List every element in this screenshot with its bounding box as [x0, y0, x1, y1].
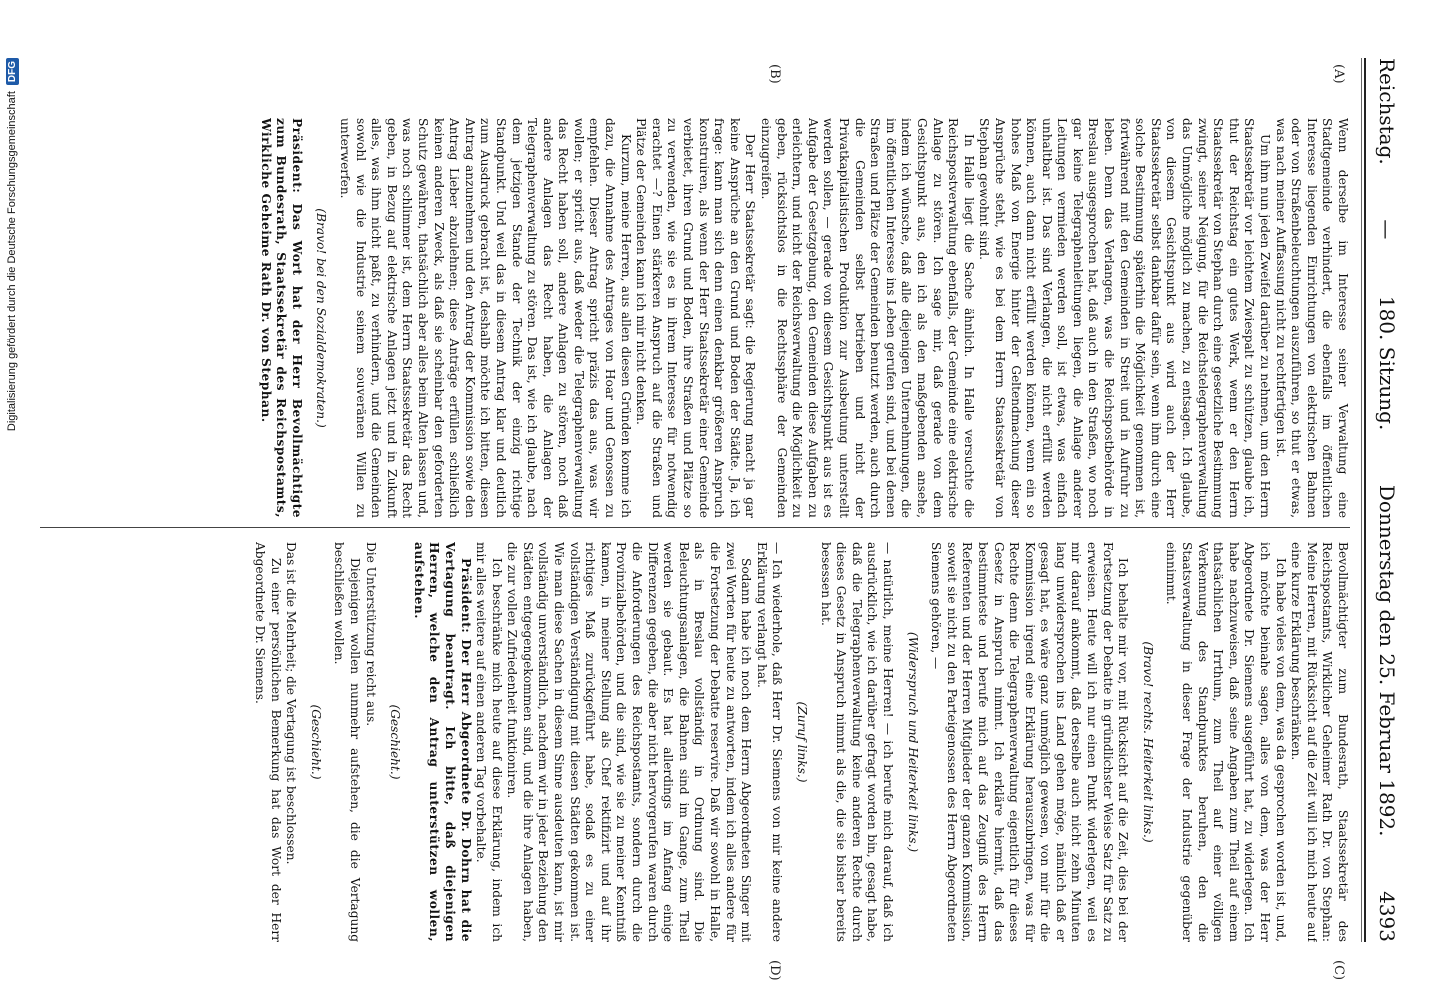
- speaker-paragraph: Präsident: Der Herr Abgeordnete Dr. Dohrn hat die Vertagung beantragt. Ich bitte, daß diejenigen Herren, welche den Antrag unterstützen wollen, aufstehen.: [411, 542, 473, 942]
- column-divider: [40, 527, 1350, 528]
- digitization-credit: [0, 58, 24, 942]
- paragraph: Um ihm nun jeden Zweifel darüber zu nehmen, um den Herrn Staatssekretär vor leichtem Zwiespalt zu schützen, glaube ich, thut der Reichstag ein gutes Werk, wenn er den Herrn Staatssekretär von Stephan durch eine gesetzliche Bestimmung zwingt, seiner Neigung, für die Reichstelegraphenverwaltung das Unmögliche möglich zu machen, zu entsagen. Ich glaube, von diesem Gesichtspunkt aus wird auch der Herr Staatssekretär selbst dankbar dafür sein, wenn ihm durch eine solche Bestimmung späterhin die Möglichkeit genommen ist, fortwährend mit den Gemeinden in Streit und in Aufruhr zu leben. Denn das Verlangen, was die Reichspostbehörde in Breslau ausgesprochen hat, daß auch in den Straßen, wo noch gar keine Telegraphenleitungen liegen, die Anlage anderer Leitungen vermieden werden soll, ist etwas, was einfach unhaltbar ist. Das sind Verlangen, die nicht erfüllt werden können, auch dann nicht erfüllt werden können, wenn ein so hohes Maß von Energie hinter der Geltendmachung dieser Ansprüche steht, wie es bei dem Herrn Staatssekretär von Stephan gewohnt sind.: [977, 118, 1273, 518]
- speaker-paragraph: Bevollmächtigter zum Bundesrath, Staatssekretär des Reichspostamts, Wirklicher Geheimer Rath Dr. von Stephan: Meine Herren, mit Rücksicht auf die Zeit will ich mich heute auf eine kurze Erklärung beschränken.: [1289, 542, 1350, 942]
- paragraph: Ich beschränke mich heute auf diese Erklärung, indem ich mir alles weitere auf einen anderen Tag vorbehalte.: [474, 542, 504, 942]
- margin-mark-d: (D): [767, 960, 782, 981]
- paragraph: Sodann habe ich noch dem Herrn Abgeordneten Singer mit zwei Worten für heute zu antworten, indem ich alles andere für die Fortsetzung der Debatte reservire. Daß wir sowohl in Halle, als in Breslau vollständig in Ordnung sind. Die Beleuchtungsanlagen, die Bahnen sind im Gange, zum Theil werden sie gebaut. Es hat allerdings im Anfang einige Differenzen gegeben, die aber nicht hervorgerufen waren durch die Anforderungen des Reichspostamts, sondern durch die Provinzialbehörden, und die sind, wie sie zu meiner Kenntniß kamen, in meiner Stellung als Chef rektifizirt und auf ihr richtiges Maß zurückgeführt habe, sodaß es zu einer vollständigen Verständigung mit diesen Städten gekommen ist. Wie man diese Sachen in diesem Sinne ausdeuten kann, ist mir vollständig unverständlich, nachdem wir in jeder Beziehung den Städten entgegengekommen sind, und die ihre Anlagen haben, die zur vollen Zufriedenheit funktioniren.: [505, 542, 754, 942]
- page-number: 4393: [1375, 891, 1399, 942]
- interjection: (Zuruf links.): [795, 701, 809, 783]
- dfg-logo: DFG: [6, 58, 19, 85]
- paragraph: Ich habe vieles von dem, was da gesprochen worden ist, und, ich möchte beinahe sagen, alles von dem, was der Herr Abgeordnete Dr. Siemens ausgeführt hat, zu widerlegen. Ich habe nachzuweisen, daß seine Angaben zum Theil auf einem thatsächlichen Irrthum, zum Theil auf einer völligen Verkennung des Standpunktes beruhen, den die Staatsverwaltung in dieser Frage der Industrie gegenüber einnimmt.: [1164, 542, 1288, 942]
- header-left: Reichstag.: [1375, 58, 1399, 165]
- header-rule-thin: [1361, 58, 1362, 942]
- paragraph: Zu einer persönlichen Bemerkung hat das Wort der Herr Abgeordnete Dr. Siemens.: [253, 542, 283, 942]
- margin-mark-c: (C): [1331, 960, 1346, 981]
- speaker-paragraph: Präsident: Das Wort hat der Herr Bevollmächtigte zum Bundesrath, Staatssekretär des Reichspostamts, Wirkliche Geheime Rath Dr. von Stephan.: [258, 118, 304, 518]
- interjection: (Bravo! rechts. Heiterkeit links.): [1140, 641, 1155, 843]
- paragraph: Die Unterstützung reicht aus.: [363, 542, 378, 727]
- credit-text: Digitalisierung gefördert durch die Deutsche Forschungsgemeinschaft: [6, 91, 18, 432]
- header-separator: —: [1375, 219, 1399, 242]
- margin-mark-a: (A): [1331, 64, 1346, 84]
- paragraph: Wenn derselbe im Interesse seiner Verwaltung eine Stadtgemeinde verhindert, die ebenfalls im öffentlichen Interesse liegenden Einrichtungen von elektrischen Bahnen oder von Straßenbeleuchtungen auszuführen, so thut er etwas, was nach meiner Auffassung nicht zu rechtfertigen ist.: [1273, 118, 1350, 518]
- header-date: Donnerstag den 25. Februar 1892.: [1375, 484, 1399, 837]
- page-header: [1372, 58, 1402, 942]
- left-column: [40, 118, 1350, 518]
- paragraph: — natürlich, meine Herren! — ich berufe mich darauf, daß ich ausdrücklich, wie ich darüber gefragt worden bin, gesagt habe, daß die Telegraphenverwaltung keine anderen Rechte durch dieses Gesetz in Anspruch nimmt als die, die sie bisher bereits besessen hat.: [818, 542, 895, 942]
- paragraph: — Ich wiederhole, daß Herr Dr. Siemens von mir keine andere Erklärung verlangt hat.: [754, 542, 785, 942]
- paragraph: In Halle liegt die Sache ähnlich. In Halle versuchte die Reichspostverwaltung ebenfalls, der Gemeinde eine elektrische Anlage zu stören. Ich sage mir, daß gerade von dem Gesichtspunkt aus, den ich als den maßgebenden ansehe, indem ich wünsche, daß alle diejenigen Unternehmungen, die im öffentlichen Interesse ins Leben gerufen sind, und bei denen Straßen und Plätze der Gemeinden benutzt werden, auch durch die Gemeinden selbst betrieben und nicht der Privatkapitalistischen Produktion zur Ausbeutung unterstellt werden sollen, — gerade von diesem Gesichtspunkt aus ist es Aufgabe der Gesetzgebung, den Gemeinden diese Aufgaben zu erleichtern, und nicht der Reichsverwaltung die Möglichkeit zu geben, rücksichtslos in die Rechtssphäre der Gemeinden einzugreifen.: [759, 118, 976, 518]
- paragraph: Kurzum, meine Herren, aus allen diesen Gründen komme ich dazu, die Annahme des Antrages von Hoar und Genossen zu empfehlen. Dieser Antrag spricht präzis das aus, was wir wollen; er spricht aus, daß weder die Telegraphenverwaltung das Recht haben soll, andere Anlagen zu stören, noch daß andere Anlagen das Recht haben, die Anlagen der Telegraphenverwaltung zu stören. Das ist, wie ich glaube, nach dem jetzigen Stande der Technik der einzig richtige Standpunkt. Und weil das in diesem Antrag klar und deutlich zum Ausdruck gebracht ist, deshalb möchte ich bitten, diesen Antrag anzunehmen und den Antrag der Kommission sowie den Antrag Lieber abzulehnen; diese Anträge erfüllen schließlich keinen anderen Zweck, als daß sie scheinbar den geforderten Schutz gewähren, thatsächlich aber alles beim Alten lassen und, was noch schlimmer ist, dem Herrn Staatssekretär das Recht geben, in Bezug auf elektrische Anlagen jetzt und in Zukunft alles, was ihm nicht paßt, zu verhindern, und die Gemeinden sowohl wie die Industrie seinem souveränen Willen zu unterwerfen.: [338, 118, 633, 518]
- right-column: [40, 542, 1350, 942]
- interjection: (Bravo! bei den Sozialdemokraten.): [314, 208, 329, 428]
- margin-mark-b: (B): [767, 64, 782, 84]
- paragraph: Der Herr Staatssekretär sagt: die Regierung macht ja gar keine Ansprüche an den Grund und Boden der Städte. Ja, ich frage: kann man sich denn einen denkbar größeren Anspruch konstruiren, als wenn der Herr Staatssekretär einer Gemeinde verbietet, ihren Grund und Boden, ihre Straßen und Plätze so zu verwenden, wie sie es in ihrem Interesse für notwendig erachtet —? Einen stärkeren Anspruch auf die Straßen und Plätze der Gemeinden kann ich mir nicht denken.: [634, 118, 758, 518]
- paragraph: Diejenigen wollen nunmehr aufstehen, die die Vertagung beschließen wollen.: [332, 542, 362, 942]
- interjection: (Geschieht.): [308, 704, 323, 780]
- header-session: 180. Sitzung.: [1375, 295, 1399, 431]
- header-rule: [1364, 58, 1366, 942]
- paragraph: Ich behalte mir vor, mit Rücksicht auf die Zeit, dies bei der Fortsetzung der Debatte in gründlichster Weise Satz für Satz zu erweisen. Heute will ich nur einen Punkt widerlegen, weil es mir darauf ankommt, daß derselbe auch nicht zehn Minuten lang unwidersprochen ins Land gehen möge, nämlich daß er gesagt hat, es wäre ganz unmöglich gewesen, von mir für die Kommission irgend eine Erklärung herauszubringen, was für Rechte denn die Telegraphenverwaltung eigentlich für dieses Gesetz in Anspruch nimmt. Ich erkläre hiermit, daß das bestimmteste und berufe mich auf das Zeugniß des Herrn Referenten und der Herren Mitglieder der ganzen Kommission, soweit sie nicht zu den Parteigenossen des Herrn Abgeordneten Siemens gehören, —: [929, 542, 1131, 942]
- interjection: (Widerspruch und Heiterkeit links.): [905, 631, 920, 853]
- interjection: (Geschieht.): [388, 704, 403, 780]
- paragraph: Das ist die Mehrheit; die Vertagung ist beschlossen.: [284, 542, 299, 865]
